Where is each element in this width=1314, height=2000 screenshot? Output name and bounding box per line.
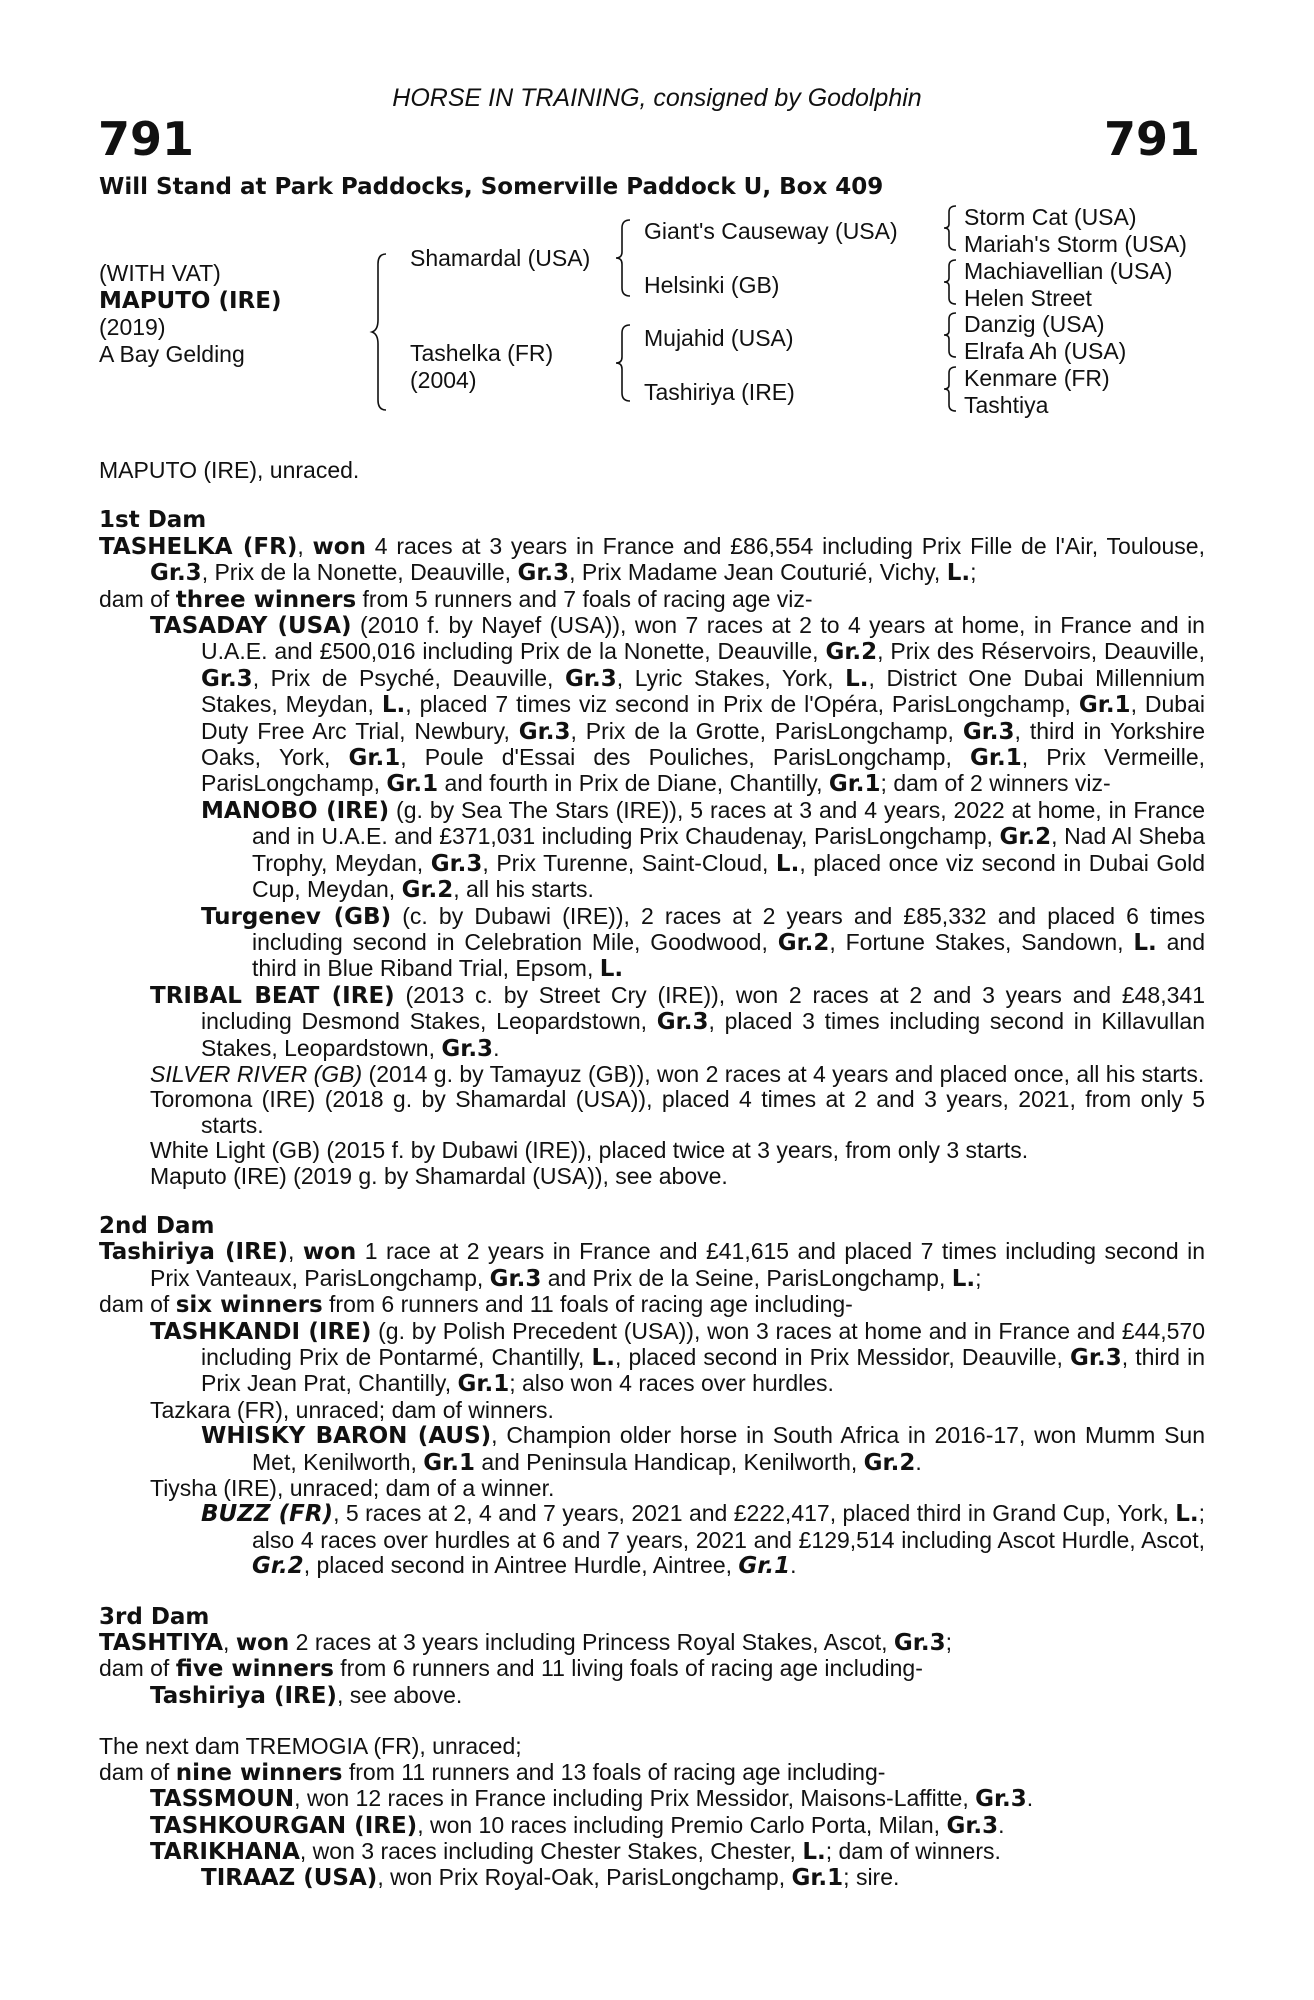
bracket-main: [372, 252, 392, 412]
produce-white-light: White Light (GB) (2015 f. by Dubawi (IRE)), placed twice at 3 years, from only 3 starts.: [150, 1137, 1029, 1164]
next-dam-entry: The next dam TREMOGIA (FR), unraced;: [99, 1733, 522, 1760]
produce-silver-river: SILVER RIVER (GB) (2014 g. by Tamayuz (GB)), won 2 races at 4 years and placed once, all his starts.: [150, 1060, 1205, 1087]
ped-dam: Tashelka (FR): [410, 340, 554, 366]
vat-label: (WITH VAT): [99, 260, 221, 286]
first-dam-heading: 1st Dam: [99, 507, 207, 534]
horse-name-text: MAPUTO (IRE): [99, 288, 282, 314]
second-dam-entry: Tashiriya (IRE), won 1 race at 2 years in France and £41,615 and placed 7 times including second in Prix Vanteaux, ParisLongchamp, Gr.3 and Prix de la Seine, ParisLongchamp, L.;: [99, 1238, 1205, 1292]
second-dam-produce-summary: dam of six winners from 6 runners and 11 foals of racing age including-: [99, 1291, 853, 1319]
ped-g3: Machiavellian (USA): [964, 258, 1173, 284]
third-dam-produce-summary: dam of five winners from 6 runners and 11 living foals of racing age including-: [99, 1655, 923, 1683]
second-dam-heading: 2nd Dam: [99, 1212, 215, 1239]
ped-g6: Elrafa Ah (USA): [964, 338, 1127, 364]
ped-sire: Shamardal (USA): [410, 245, 591, 271]
ped-g2: Mariah's Storm (USA): [964, 231, 1187, 257]
produce-tiraaz: TIRAAZ (USA), won Prix Royal-Oak, ParisLongchamp, Gr.1; sire.: [201, 1864, 900, 1892]
produce-toromona: Toromona (IRE) (2018 g. by Shamardal (USA)), placed 4 times at 2 and 3 years, 2021, from only 5 starts.: [150, 1086, 1205, 1138]
bracket-g2: [944, 258, 960, 306]
third-dam-entry: TASHTIYA, won 2 races at 3 years including Princess Royal Stakes, Ascot, Gr.3;: [99, 1629, 952, 1657]
lot-number-left: 791: [98, 112, 195, 166]
produce-tashiriya: Tashiriya (IRE), see above.: [150, 1681, 463, 1709]
ped-sire-sire: Giant's Causeway (USA): [644, 218, 898, 244]
produce-tashkandi: TASHKANDI (IRE) (g. by Polish Precedent (USA)), won 3 races at home and in France and £44,570 including Prix de Pontarmé, Chantilly, L., placed second in Prix Messidor, Deauville, Gr.3, third in Prix Jean Prat, Chantilly, Gr.1; also won 4 races over hurdles.: [150, 1317, 1205, 1398]
produce-manobo: MANOBO (IRE) (g. by Sea The Stars (IRE)), 5 races at 3 and 4 years, 2022 at home, in France and in U.A.E. and £371,031 including Prix Chaudenay, ParisLongchamp, Gr.2, Nad Al Sheba Trophy, Meydan, Gr.3, Prix Turenne, Saint-Cloud, L., placed once viz second in Dubai Gold Cup, Meydan, Gr.2, all his starts.: [201, 796, 1205, 904]
produce-tashkourgan: TASHKOURGAN (IRE), won 10 races including Premio Carlo Porta, Milan, Gr.3.: [150, 1811, 1005, 1839]
ped-dam-year: (2004): [410, 367, 477, 393]
ped-g7: Kenmare (FR): [964, 365, 1110, 391]
horse-description: A Bay Gelding: [99, 341, 245, 367]
produce-tazkara: Tazkara (FR), unraced; dam of winners.: [150, 1396, 554, 1423]
ped-g5: Danzig (USA): [964, 311, 1105, 337]
ped-g1: Storm Cat (USA): [964, 204, 1137, 230]
produce-tassmoun: TASSMOUN, won 12 races in France including Prix Messidor, Maisons-Laffitte, Gr.3.: [150, 1785, 1034, 1813]
produce-turgenev: Turgenev (GB) (c. by Dubawi (IRE)), 2 races at 2 years and £85,332 and placed 6 times including second in Celebration Mile, Goodwood, Gr.2, Fortune Stakes, Sandown, L. and third in Blue Riband Trial, Epsom, L.: [201, 902, 1206, 983]
produce-tarikhana: TARIKHANA, won 3 races including Chester Stakes, Chester, L.; dam of winners.: [150, 1837, 1001, 1865]
first-dam-entry: TASHELKA (FR), won 4 races at 3 years in France and £86,554 including Prix Fille de l'Air, Toulouse, Gr.3, Prix de la Nonette, Deauville, Gr.3, Prix Madame Jean Couturié, Vichy, L.;: [99, 532, 1205, 587]
bracket-g4: [944, 365, 960, 413]
ped-dam-dam: Tashiriya (IRE): [644, 379, 795, 405]
ped-g4: Helen Street: [964, 285, 1092, 311]
intro-line: MAPUTO (IRE), unraced.: [99, 457, 360, 483]
bracket-g3: [944, 311, 960, 359]
bracket-dam: [616, 323, 636, 403]
produce-tribal-beat: TRIBAL BEAT (IRE) (2013 c. by Street Cry (IRE)), won 2 races at 2 and 3 years and £48,341 including Desmond Stakes, Leopardstown, Gr.3, placed 3 times including second in Killavullan Stakes, Leopardstown, Gr.3.: [150, 981, 1205, 1062]
produce-maputo: Maputo (IRE) (2019 g. by Shamardal (USA)), see above.: [150, 1162, 728, 1189]
page-header: HORSE IN TRAINING, consigned by Godolphin: [392, 84, 922, 112]
stand-location: Will Stand at Park Paddocks, Somerville Paddock U, Box 409: [99, 174, 884, 200]
ped-g8: Tashtiya: [964, 392, 1049, 418]
bracket-sire: [616, 218, 636, 298]
produce-tiysha: Tiysha (IRE), unraced; dam of a winner.: [150, 1475, 555, 1502]
ped-sire-dam: Helsinki (GB): [644, 272, 780, 298]
third-dam-heading: 3rd Dam: [99, 1603, 210, 1630]
lot-number-right: 791: [1103, 112, 1200, 166]
ped-dam-sire: Mujahid (USA): [644, 325, 794, 351]
produce-buzz: BUZZ (FR), 5 races at 2, 4 and 7 years, 2021 and £222,417, placed third in Grand Cup, York, L.; also 4 races over hurdles at 6 and 7 years, 2021 and £129,514 including Ascot Hurdle, Ascot, Gr.2, placed second in Aintree Hurdle, Aintree, Gr.1.: [201, 1500, 1206, 1580]
first-dam-produce-summary: dam of three winners from 5 runners and 7 foals of racing age viz-: [99, 585, 813, 613]
horse-year: (2019): [99, 314, 166, 340]
catalogue-body: [99, 458, 1205, 1892]
produce-whisky-baron: WHISKY BARON (AUS), Champion older horse in South Africa in 2016-17, won Mumm Sun Met, Kenilworth, Gr.1 and Peninsula Handicap, Kenilworth, Gr.2.: [201, 1422, 1206, 1476]
next-dam-produce-summary: dam of nine winners from 11 runners and 13 foals of racing age including-: [99, 1758, 886, 1786]
produce-tasaday: TASADAY (USA) (2010 f. by Nayef (USA)), won 7 races at 2 to 4 years at home, in France and in U.A.E. and £500,016 including Prix de la Nonette, Deauville, Gr.2, Prix des Réservoirs, Deauville, Gr.3, Prix de Psyché, Deauville, Gr.3, Lyric Stakes, York, L., District One Dubai Millennium Stakes, Meydan, L., placed 7 times viz second in Prix de l'Opéra, ParisLongchamp, Gr.1, Dubai Duty Free Arc Trial, Newbury, Gr.3, Prix de la Grotte, ParisLongchamp, Gr.3, third in Yorkshire Oaks, York, Gr.1, Poule d'Essai des Pouliches, ParisLongchamp, Gr.1, Prix Vermeille, ParisLongchamp, Gr.1 and fourth in Prix de Diane, Chantilly, Gr.1; dam of 2 winners viz-: [150, 612, 1206, 798]
horse-name: [99, 287, 281, 315]
bracket-g1: [944, 204, 960, 252]
